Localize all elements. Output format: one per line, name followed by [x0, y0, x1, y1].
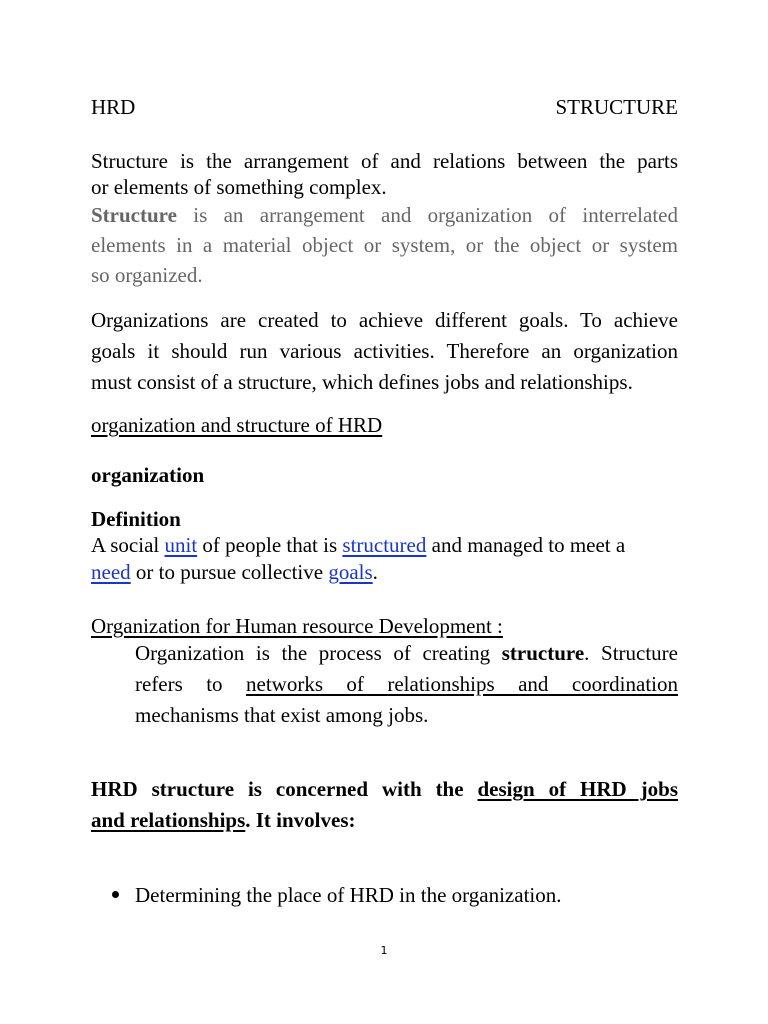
org-for-hrd-line-2	[135, 671, 678, 697]
organizations-paragraph-line-2: goals it should run various activities. Therefore an organization	[91, 339, 678, 363]
definition-text-b: of people that is	[197, 533, 343, 557]
intro-line-1: Structure is the arrangement of and relations between the parts	[91, 149, 678, 173]
definition-text-e: .	[372, 560, 378, 584]
hrd-structure-underlined-relationships: and relationships	[91, 808, 246, 832]
organizations-paragraph-line-3: must consist of a structure, which defines jobs and relationships.	[91, 370, 633, 394]
header-right: STRUCTURE	[555, 95, 678, 119]
org-for-hrd-underlined-networks: networks of relationships and coordination	[246, 672, 678, 696]
structured-link[interactable]: structured	[342, 533, 427, 557]
hrd-structure-line-1	[91, 776, 678, 802]
header-left: HRD	[91, 95, 136, 119]
hrd-structure-text-b: . It involves:	[245, 808, 356, 832]
definition-quote-line-3: so organized.	[91, 263, 203, 287]
document-header	[91, 94, 678, 120]
definition-heading: Definition	[91, 507, 181, 531]
definition-line-2	[91, 559, 678, 585]
need-link[interactable]: need	[91, 560, 131, 584]
definition-quote-line-2: elements in a material object or system, or the object or system	[91, 233, 678, 257]
definition-line-1	[91, 532, 678, 558]
definition-quote-line-1-rest: is an arrangement and organization of interrelated	[176, 203, 678, 227]
org-for-hrd-text-a: Organization is the process of creating	[135, 641, 502, 665]
intro-line-2: or elements of something complex.	[91, 175, 387, 199]
org-for-hrd-text-c: . Structure	[584, 641, 678, 665]
definition-text-c: and managed to meet a	[426, 533, 626, 557]
org-for-hrd-bold-structure: structure	[501, 641, 585, 665]
page-number: 1	[380, 944, 388, 957]
hrd-structure-line-2	[91, 807, 678, 833]
org-for-hrd-text-refers: refers to	[135, 672, 246, 696]
definition-text-a: A social	[91, 533, 165, 557]
org-for-hrd-heading-text: Organization for Human resource Development :	[91, 614, 503, 638]
hrd-structure-underlined-design: design of HRD jobs	[477, 777, 678, 801]
unit-link[interactable]: unit	[164, 533, 198, 557]
bullet-item: Determining the place of HRD in the organization.	[135, 883, 562, 907]
org-for-hrd-line-1	[135, 640, 678, 666]
goals-link[interactable]: goals	[328, 560, 373, 584]
org-for-hrd-heading	[91, 613, 678, 639]
section-heading-text: organization and structure of HRD	[91, 413, 383, 437]
org-for-hrd-line-3: mechanisms that exist among jobs.	[135, 703, 429, 727]
organizations-paragraph-line-1: Organizations are created to achieve different goals. To achieve	[91, 308, 678, 332]
hrd-structure-text-a: HRD structure is concerned with the	[91, 777, 478, 801]
subheading-organization: organization	[91, 463, 205, 487]
definition-quote-bold-word: Structure	[91, 203, 177, 227]
definition-text-d: or to pursue collective	[130, 560, 329, 584]
section-heading	[91, 412, 678, 438]
bullet-dot-icon	[112, 891, 119, 898]
definition-quote-line-1	[91, 202, 678, 228]
